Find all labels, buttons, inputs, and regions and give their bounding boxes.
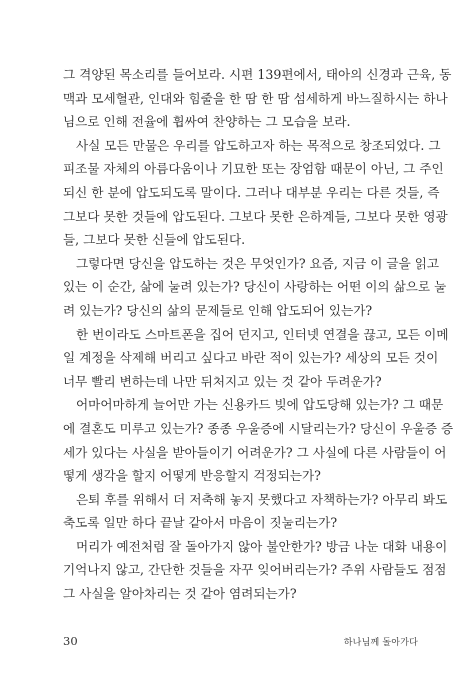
text-line: 머리가 예전처럼 잘 돌아가지 않아 불안한가? 방금 나눈 대화 내용이 bbox=[76, 538, 448, 554]
text-line: 되신 한 분에 압도되도록 말이다. 그러나 대부분 우리는 다른 것들, 즉 bbox=[63, 184, 440, 200]
text-line: 그 사실을 알아차리는 것 같아 염려되는가? bbox=[63, 586, 297, 602]
paragraph bbox=[63, 535, 448, 606]
text-line: 너무 빨리 변하는데 나만 뒤처지고 있는 것 같아 두려운가? bbox=[63, 373, 382, 389]
text-line: 은퇴 후를 위해서 더 저축해 놓지 못했다고 자책하는가? 아무리 봐도 bbox=[76, 491, 448, 507]
text-line: 들, 그보다 못한 신들에 압도된다. bbox=[63, 232, 246, 248]
paragraph bbox=[63, 323, 449, 394]
paragraph bbox=[63, 134, 448, 252]
text-line: 떻게 생각을 할지 어떻게 반응할지 걱정되는가? bbox=[63, 468, 321, 484]
page-footer bbox=[63, 634, 418, 648]
text-line: 그렇다면 당신을 압도하는 것은 무엇인가? 요즘, 지금 이 글을 읽고 bbox=[76, 255, 440, 271]
paragraph bbox=[63, 252, 447, 323]
text-line: 님으로 인해 전율에 휩싸여 찬양하는 그 모습을 보라. bbox=[63, 114, 351, 130]
text-line: 어마어마하게 늘어만 가는 신용카드 빚에 압도당해 있는가? 그 때문 bbox=[76, 397, 444, 413]
text-line: 그보다 못한 것들에 압도된다. 그보다 못한 은하계들, 그보다 못한 영광 bbox=[63, 208, 448, 224]
text-line: 그 격양된 목소리를 들어보라. 시편 139편에서, 태아의 신경과 근육, 동 bbox=[63, 67, 452, 82]
text-line: 사실 모든 만물은 우리를 압도하고자 하는 목적으로 창조되었다. 그 bbox=[76, 137, 441, 153]
paragraph bbox=[63, 393, 454, 487]
text-line: 맥과 모세혈관, 인대와 힘줄을 한 땀 한 땀 섬세하게 바느질하시는 하나 bbox=[63, 90, 448, 106]
text-line: 있는 이 순간, 삶에 눌려 있는가? 당신이 사랑하는 어떤 이의 삶으로 눌 bbox=[63, 279, 447, 295]
paragraph bbox=[63, 488, 448, 535]
text-line: 피조물 자체의 아름다움이나 기묘한 또는 장엄함 때문이 아닌, 그 주인 bbox=[63, 161, 444, 177]
body-text bbox=[63, 63, 454, 606]
text-line: 려 있는가? 당신의 삶의 문제들로 인해 압도되어 있는가? bbox=[63, 302, 373, 318]
running-title: 하나님께 돌아가다 bbox=[343, 638, 418, 648]
text-line: 축도록 일만 하다 끝날 같아서 마음이 짓눌리는가? bbox=[63, 515, 338, 531]
text-line: 한 번이라도 스마트폰을 집어 던지고, 인터넷 연결을 끊고, 모든 이메 bbox=[76, 326, 449, 342]
text-line: 세가 있다는 사실을 받아들이기 어려운가? 그 사실에 다른 사람들이 어 bbox=[63, 444, 447, 460]
text-line: 에 결혼도 미루고 있는가? 종종 우울증에 시달리는가? 당신이 우울증 증 bbox=[63, 420, 454, 436]
page-number: 30 bbox=[63, 634, 78, 648]
text-line: 기억나지 않고, 간단한 것들을 자꾸 잊어버리는가? 주위 사람들도 점점 bbox=[63, 562, 447, 578]
text-line: 일 계정을 삭제해 버리고 싶다고 바란 적이 있는가? 세상의 모든 것이 bbox=[63, 350, 439, 366]
paragraph bbox=[63, 63, 452, 134]
